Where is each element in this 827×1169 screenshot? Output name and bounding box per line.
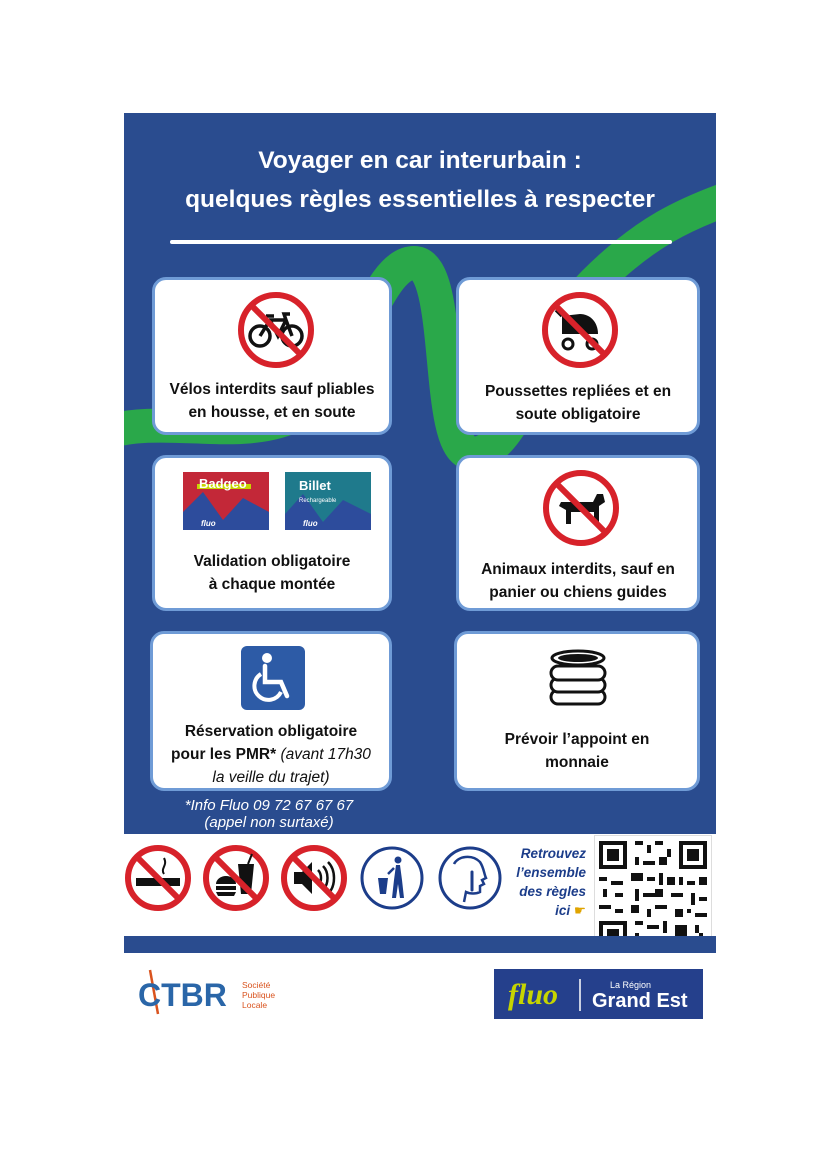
- rule-poussettes-line-2: soute obligatoire: [515, 406, 641, 423]
- rule-card-pmr: [150, 631, 392, 791]
- bottom-band: [124, 834, 716, 936]
- rule-appoint-line-1: Prévoir l’appoint en: [504, 731, 650, 748]
- rule-pmr-line-2: pour les PMR*: [171, 746, 277, 763]
- svg-text:fluo: fluo: [508, 978, 559, 1011]
- no-loud-sound-icon: [280, 844, 348, 912]
- rule-pmr-line-3-note: la veille du trajet): [212, 769, 330, 786]
- no-bicycle-icon: [236, 290, 316, 370]
- pointing-hand-icon: ☛: [573, 903, 586, 918]
- bottom-bar: [124, 936, 716, 953]
- retrouvez-line-4: ici ☛: [555, 903, 586, 918]
- svg-text:La Région: La Région: [610, 980, 652, 990]
- retrouvez-line-2: l’ensemble: [516, 865, 586, 880]
- svg-text:fluo: fluo: [303, 519, 318, 528]
- litter-bin-icon: [358, 844, 426, 912]
- rule-card-animaux: [456, 455, 700, 611]
- no-food-drink-icon: [202, 844, 270, 912]
- rule-appoint-line-2: monnaie: [545, 754, 609, 771]
- rule-card-appoint: [454, 631, 700, 791]
- page-title: [124, 141, 716, 219]
- fluo-grand-est-logo: [494, 969, 703, 1019]
- ctbr-logo-graphic: [138, 968, 278, 1016]
- info-note: (appel non surtaxé): [204, 814, 334, 831]
- ctbr-logo: [138, 968, 278, 1021]
- svg-text:Badgeo: Badgeo: [199, 476, 247, 491]
- info-fluo: [154, 797, 384, 831]
- svg-text:CTBR: CTBR: [138, 977, 227, 1013]
- svg-text:Grand Est: Grand Est: [592, 990, 688, 1012]
- svg-text:Billet: Billet: [299, 478, 331, 493]
- rule-validation-line-1: Validation obligatoire: [193, 553, 351, 570]
- coins-icon: [545, 646, 611, 710]
- rule-card-velos: [152, 277, 392, 435]
- title-line-2: quelques règles essentielles à respecter: [185, 186, 655, 213]
- svg-text:Publique: Publique: [242, 990, 276, 1000]
- retrouvez-text: [494, 844, 586, 920]
- svg-text:Rechargeable: Rechargeable: [299, 498, 337, 504]
- title-divider: [170, 240, 672, 244]
- retrouvez-line-3: des règles: [519, 884, 586, 899]
- retrouvez-line-1: Retrouvez: [520, 846, 586, 861]
- rule-velos-line-2: en housse, et en soute: [188, 404, 356, 421]
- svg-text:fluo: fluo: [201, 519, 216, 528]
- wheelchair-icon: [241, 646, 305, 710]
- rule-pmr-line-1: Réservation obligatoire: [184, 723, 358, 740]
- no-dog-icon: [541, 468, 621, 548]
- rule-card-poussettes: [456, 277, 700, 435]
- rule-velos-line-1: Vélos interdits sauf pliables: [169, 381, 375, 398]
- rule-pmr-line-2-note: (avant 17h30: [280, 746, 371, 763]
- rule-validation-line-2: à chaque montée: [208, 576, 336, 593]
- rule-animaux-line-2: panier ou chiens guides: [489, 584, 667, 601]
- fluo-logo-graphic: [494, 969, 703, 1019]
- rule-poussettes-line-1: Poussettes repliées et en: [484, 383, 672, 400]
- no-stroller-icon: [540, 290, 620, 370]
- info-phone: *Info Fluo 09 72 67 67 67: [184, 797, 354, 814]
- ticket-cards-icon: [183, 472, 373, 532]
- title-line-1: Voyager en car interurbain :: [258, 147, 582, 174]
- rule-animaux-line-1: Animaux interdits, sauf en: [481, 561, 675, 578]
- rule-card-validation: [152, 455, 392, 611]
- no-smoking-icon: [124, 844, 192, 912]
- svg-text:Locale: Locale: [242, 1000, 268, 1010]
- svg-text:Société: Société: [242, 980, 271, 990]
- poster: [124, 113, 716, 953]
